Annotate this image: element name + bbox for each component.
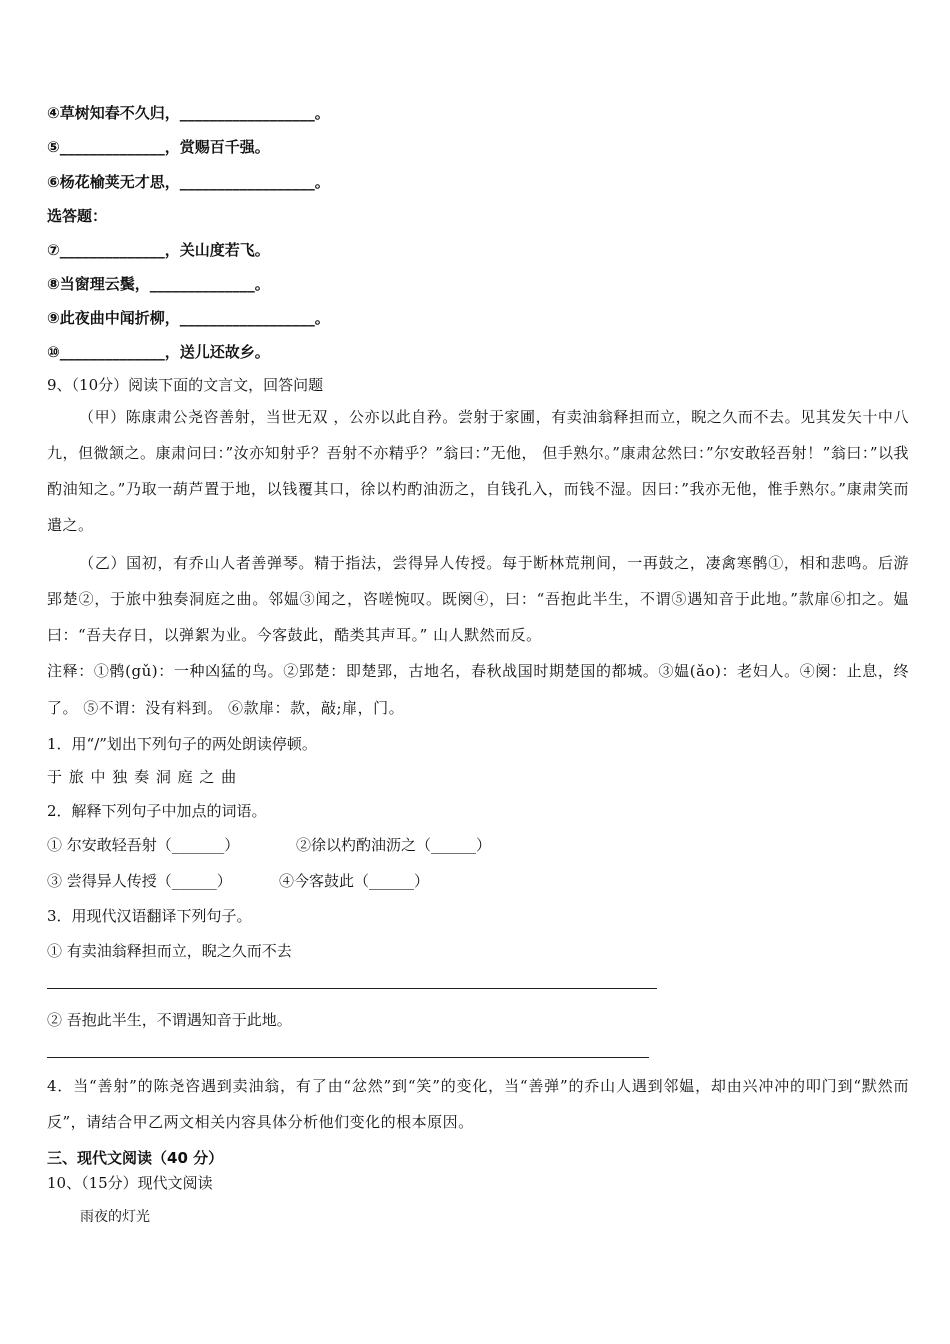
word-item-2: ②徐以杓酌油沥之（______） bbox=[296, 836, 492, 854]
pause-sentence: 于 旅 中 独 奏 洞 庭 之 曲 bbox=[47, 768, 238, 786]
answer-line-1 bbox=[47, 988, 657, 989]
sub-question-3: 3．用现代汉语翻译下列句子。 bbox=[47, 907, 252, 925]
fill-item-8: ⑧当窗理云鬓，______________。 bbox=[47, 275, 270, 293]
passage-yi bbox=[47, 545, 909, 655]
word-item-1: ① 尔安敢轻吾射（_______） bbox=[47, 836, 240, 854]
sub-question-2: 2．解释下列句子中加点的词语。 bbox=[47, 802, 267, 820]
fill-item-9: ⑨此夜曲中闻折柳，__________________。 bbox=[47, 309, 330, 327]
optional-heading: 选答题： bbox=[47, 207, 108, 225]
fill-item-4: ④草树知春不久归，__________________。 bbox=[47, 104, 330, 122]
word-item-3: ③ 尝得异人传授（______） bbox=[47, 872, 232, 890]
translate-item-2: ② 吾抱此半生，不谓遇知音于此地。 bbox=[47, 1011, 292, 1029]
q10-header: 10、（15分）现代文阅读 bbox=[47, 1174, 213, 1192]
annotations: 注释：①鹘(gǔ)：一种凶猛的鸟。②郢楚：即楚郢，古地名，春秋战国时期楚国的都城。③媪(ǎo)：老妇人。④阕：止息，终了。 ⑤不谓：没有料到。 ⑥款扉：款，敲;扉，门。 bbox=[47, 662, 909, 717]
passage-jia bbox=[47, 399, 909, 545]
sub-question-1: 1．用“/”划出下列句子的两处朗读停顿。 bbox=[47, 735, 317, 753]
fill-item-5: ⑤______________，赏赐百千强。 bbox=[47, 138, 270, 156]
q9-header: 9、（10分）阅读下面的文言文，回答问题 bbox=[47, 376, 324, 394]
section-3-heading: 三、现代文阅读（40 分） bbox=[47, 1149, 224, 1167]
fill-item-6: ⑥杨花榆荚无才思，__________________。 bbox=[47, 173, 330, 191]
passage-yi-text: （乙）国初，有乔山人者善弹琴。精于指法，尝得异人传授。每于断林荒荆间，一再鼓之，凄禽寒鹘①，相和悲鸣。后游郢楚②，于旅中独奏洞庭之曲。邻媪③闻之，咨嗟惋叹。既阕④，曰：“吾抱此半生，不谓⑤遇知音于此地。”款扉⑥扣之。媪曰：“吾夫存日，以弹絮为业。今客鼓此，酷类其声耳。” 山人默然而反。 bbox=[47, 554, 909, 644]
answer-line-2 bbox=[47, 1057, 649, 1058]
passage-jia-text: （甲）陈康肃公尧咨善射，当世无双 ，公亦以此自矜。尝射于家圃，有卖油翁释担而立，睨之久而不去。见其发矢十中八九，但微颔之。康肃问曰：”汝亦知射乎？吾射不亦精乎？”翁曰：”无他， 但手熟尔。”康肃忿然曰：”尔安敢轻吾射！”翁曰：”以我酌油知之。”乃取一葫芦置于地，以钱覆其口，徐以杓酌油沥之，自钱孔入，而钱不湿。因曰：”我亦无他，惟手熟尔。”康肃笑而遣之。 bbox=[47, 408, 909, 534]
essay-title: 雨夜的灯光 bbox=[80, 1209, 150, 1225]
fill-item-7: ⑦______________，关山度若飞。 bbox=[47, 241, 270, 259]
word-item-4: ④今客鼓此（______） bbox=[279, 872, 430, 890]
translate-item-1: ① 有卖油翁释担而立，睨之久而不去 bbox=[47, 942, 292, 960]
fill-item-10: ⑩______________，送儿还故乡。 bbox=[47, 343, 270, 361]
sub-question-4: 4．当“善射”的陈尧咨遇到卖油翁，有了由“忿然”到“笑”的变化，当“善弹”的乔山人遇到邻媪，却由兴冲冲的叩门到“默然而反”，请结合甲乙两文相关内容具体分析他们变化的根本原因。 bbox=[47, 1077, 909, 1131]
